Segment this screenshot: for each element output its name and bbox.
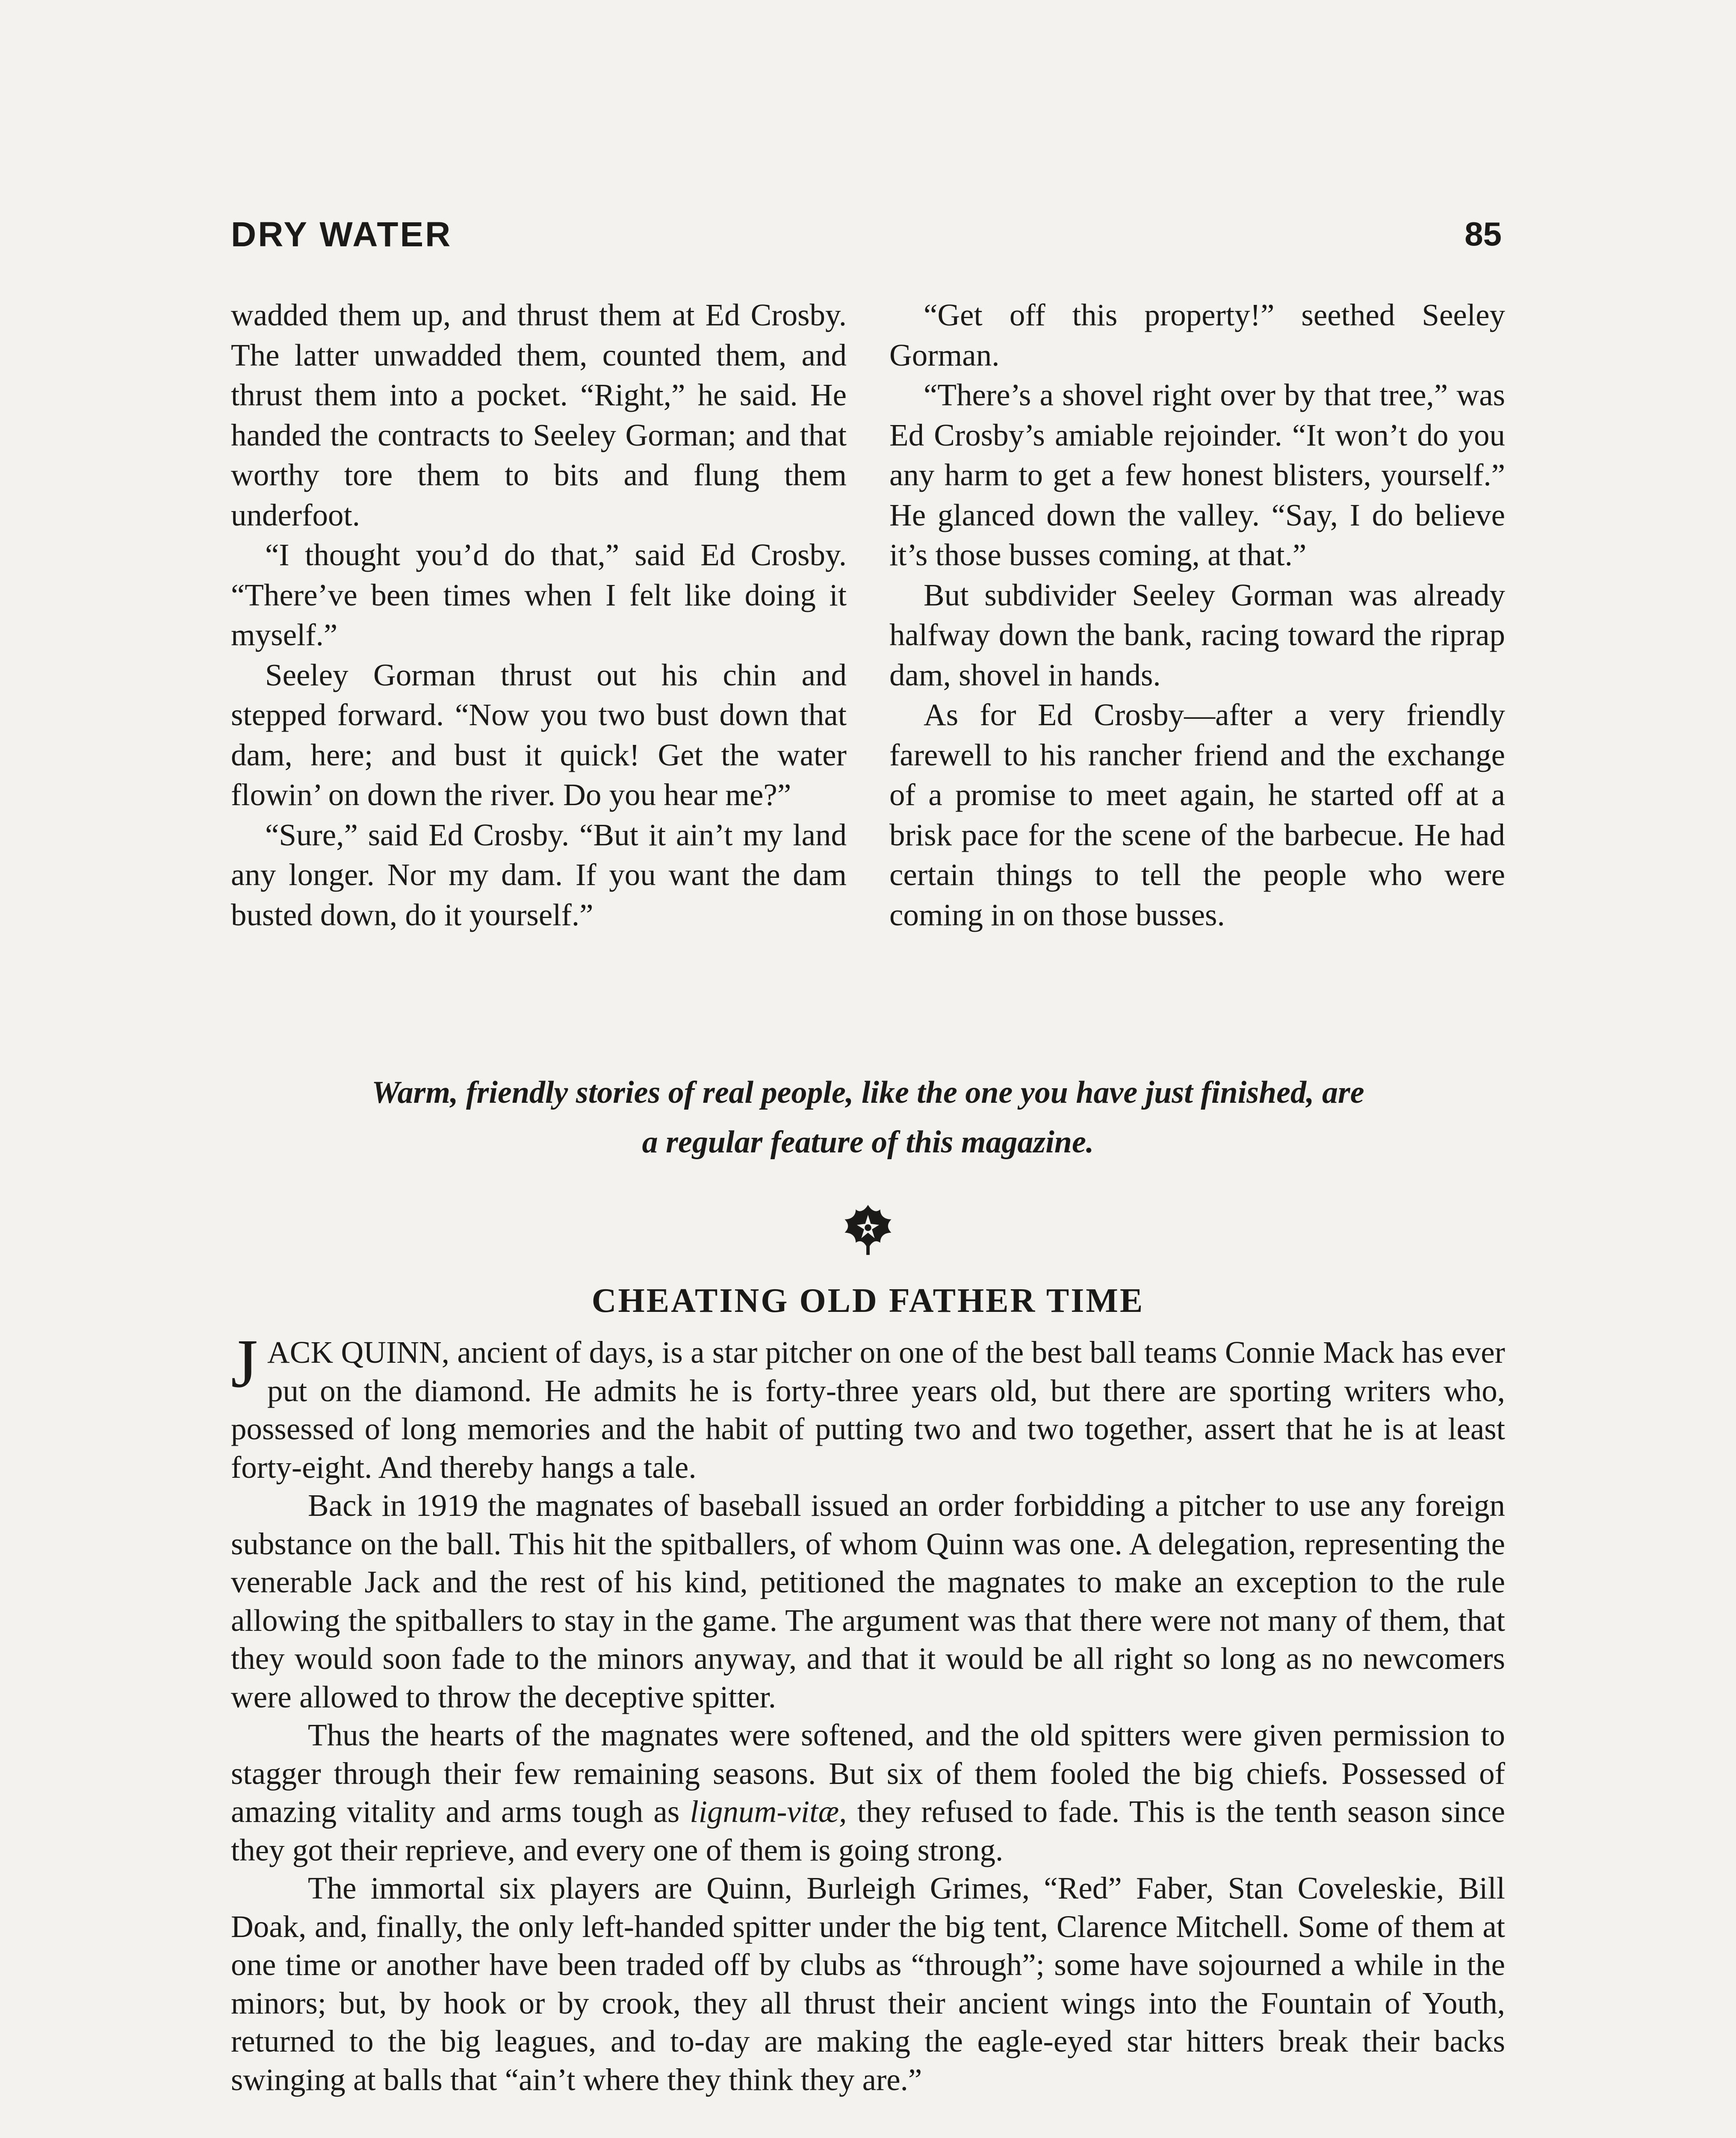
- promo-line: Warm, friendly stories of real people, like the one you have just finished, are: [372, 1075, 1364, 1110]
- article-text: Thus the hearts of the magnates were softened, and the old spitters were given permission to stagger through their few remaining seasons. But six of them fooled the big chiefs. Possessed of amazing vitality and arms tough as: [231, 1718, 1505, 1829]
- story-paragraph: wadded them up, and thrust them at Ed Crosby. The latter unwadded them, counted them, and thrust them into a pocket. “Right,” he said. He handed the contracts to Seeley Gorman; and that worthy tore them to bits and flung them underfoot.: [231, 298, 847, 532]
- italic-term: lignum-vitæ,: [690, 1794, 847, 1829]
- story-column-right: [889, 295, 1505, 935]
- running-title: DRY WATER: [231, 215, 452, 254]
- article-title: CHEATING OLD FATHER TIME: [591, 1282, 1145, 1320]
- story-paragraph: “There’s a shovel right over by that tree,” was Ed Crosby’s amiable rejoinder. “It won’t do you any harm to get a few honest blisters, yourself.” He glanced down the valley. “Say, I do believe it’s those busses coming, at that.”: [889, 378, 1505, 572]
- story-paragraph: But subdivider Seeley Gorman was already halfway down the bank, racing toward the riprap dam, shovel in hands.: [889, 577, 1505, 692]
- story-paragraph: “I thought you’d do that,” said Ed Crosby. “There’ve been times when I felt like doing it myself.”: [231, 537, 847, 652]
- article-paragraph: [231, 1716, 1505, 1869]
- article-paragraph: Back in 1919 the magnates of baseball issued an order forbidding a pitcher to use any foreign substance on the ball. This hit the spitballers, of whom Quinn was one. A delegation, representing the venerable Jack and the rest of his kind, petitioned the magnates to make an exception to the rule allowing the spitballers to stay in the game. The argument was that there were not many of them, that they would soon fade to the minors anyway, and that it would be all right so long as no newcomers were allowed to throw the deceptive spitter.: [231, 1488, 1505, 1714]
- article-text: they refused to fade. This is the tenth season since they got their reprieve, and every one of them is going strong.: [231, 1794, 1506, 1867]
- story-column-left: [231, 295, 847, 935]
- article-paragraph-text: ACK QUINN, ancient of days, is a star pitcher on one of the best ball teams Connie Mack has ever put on the diamond. He admits he is forty-three years old, but there are sporting writers who, possessed of long memories and the habit of putting two and two together, assert that he is at least forty-eight. And thereby hangs a tale.: [231, 1335, 1505, 1485]
- story-paragraph: Seeley Gorman thrust out his chin and stepped forward. “Now you two bust down that dam, here; and bust it quick! Get the water flowin’ on down the river. Do you hear me?”: [231, 657, 847, 812]
- article-paragraph: [231, 1326, 1505, 1486]
- page-number: 85: [1464, 215, 1502, 253]
- article-paragraph: The immortal six players are Quinn, Burleigh Grimes, “Red” Faber, Stan Coveleskie, Bill Doak, and, finally, the only left-handed spitter under the big tent, Clarence Mitchell. Some of them at one time or another have been traded off by clubs as “through”; some have sojourned a while in the minors; but, by hook or by crook, they all thrust their ancient wings into the Fountain of Youth, returned to the big leagues, and to-day are making the eagle-eyed star hitters break their backs swinging at balls that “ain’t where they think they are.”: [231, 1871, 1505, 2097]
- story-paragraph: “Sure,” said Ed Crosby. “But it ain’t my land any longer. Nor my dam. If you want the dam busted down, do it yourself.”: [231, 817, 847, 932]
- promo-line: a regular feature of this magazine.: [642, 1125, 1094, 1160]
- promo-note: [231, 1068, 1505, 1167]
- story-paragraph: “Get off this property!” seethed Seeley Gorman.: [889, 298, 1505, 372]
- drop-cap: J: [231, 1326, 258, 1402]
- story-paragraph: As for Ed Crosby—after a very friendly farewell to his rancher friend and the exchange of a promise to meet again, he started off at a brisk pace for the scene of the barbecue. He had certain things to tell the people who were coming in on those busses.: [889, 697, 1505, 932]
- article-body: [231, 1326, 1506, 2099]
- fleuron-ornament-icon: [840, 1202, 896, 1257]
